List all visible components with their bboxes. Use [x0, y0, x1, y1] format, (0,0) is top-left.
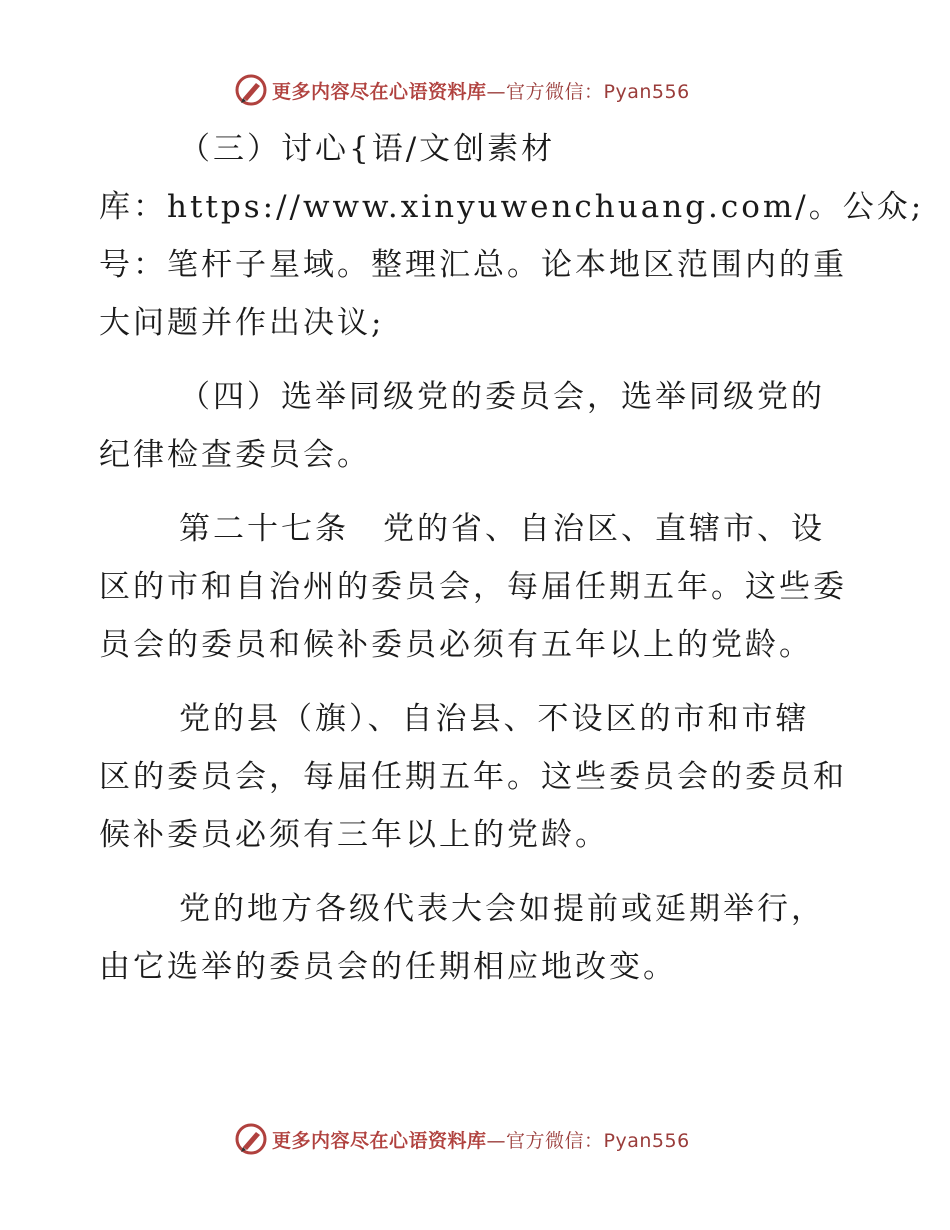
text-line: 第二十七条 党的省、自治区、直辖市、设: [179, 511, 825, 547]
paragraph-county-committee: [99, 690, 851, 864]
banner-wechat: —官方微信：Pyan556: [486, 1129, 690, 1152]
text-line: 由它选举的委员会的任期相应地改变。: [99, 949, 677, 985]
text-line: 候补委员必须有三年以上的党龄。: [99, 817, 609, 853]
text-line: 号：笔杆子星域。整理汇总。论本地区范围内的重: [99, 247, 847, 283]
text-line: 纪律检查委员会。: [99, 437, 371, 473]
footer-banner: [234, 1121, 690, 1157]
text-line: 员会的委员和候补委员必须有五年以上的党龄。: [99, 627, 813, 663]
text-line: 区的市和自治州的委员会，每届任期五年。这些委: [99, 569, 847, 605]
text-line: 大问题并作出决议;: [99, 305, 385, 341]
banner-brand: 更多内容尽在心语资料库: [272, 1129, 487, 1152]
text-line: 党的地方各级代表大会如提前或延期举行，: [179, 891, 825, 927]
pen-logo-icon: [234, 1122, 268, 1156]
text-line: （三）讨心{语/文创素材: [179, 131, 556, 167]
banner-brand: 更多内容尽在心语资料库: [272, 80, 487, 103]
text-line: 区的委员会，每届任期五年。这些委员会的委员和: [99, 759, 847, 795]
text-line: 党的县（旗）、自治县、不设区的市和市辖: [179, 701, 810, 737]
paragraph-item-4: [99, 368, 851, 484]
paragraph-term-change: [99, 880, 851, 996]
article-27: [99, 500, 851, 674]
banner-text: [272, 1126, 690, 1153]
header-banner: [234, 72, 690, 108]
document-body: [99, 120, 925, 1012]
paragraph-item-3: [99, 120, 925, 352]
text-line: （四）选举同级党的委员会，选举同级党的: [179, 379, 825, 415]
banner-text: [272, 77, 690, 104]
text-line: 库：https://www.xinyuwenchuang.com/。公众;: [99, 189, 925, 225]
pen-logo-icon: [234, 73, 268, 107]
banner-wechat: —官方微信：Pyan556: [486, 80, 690, 103]
